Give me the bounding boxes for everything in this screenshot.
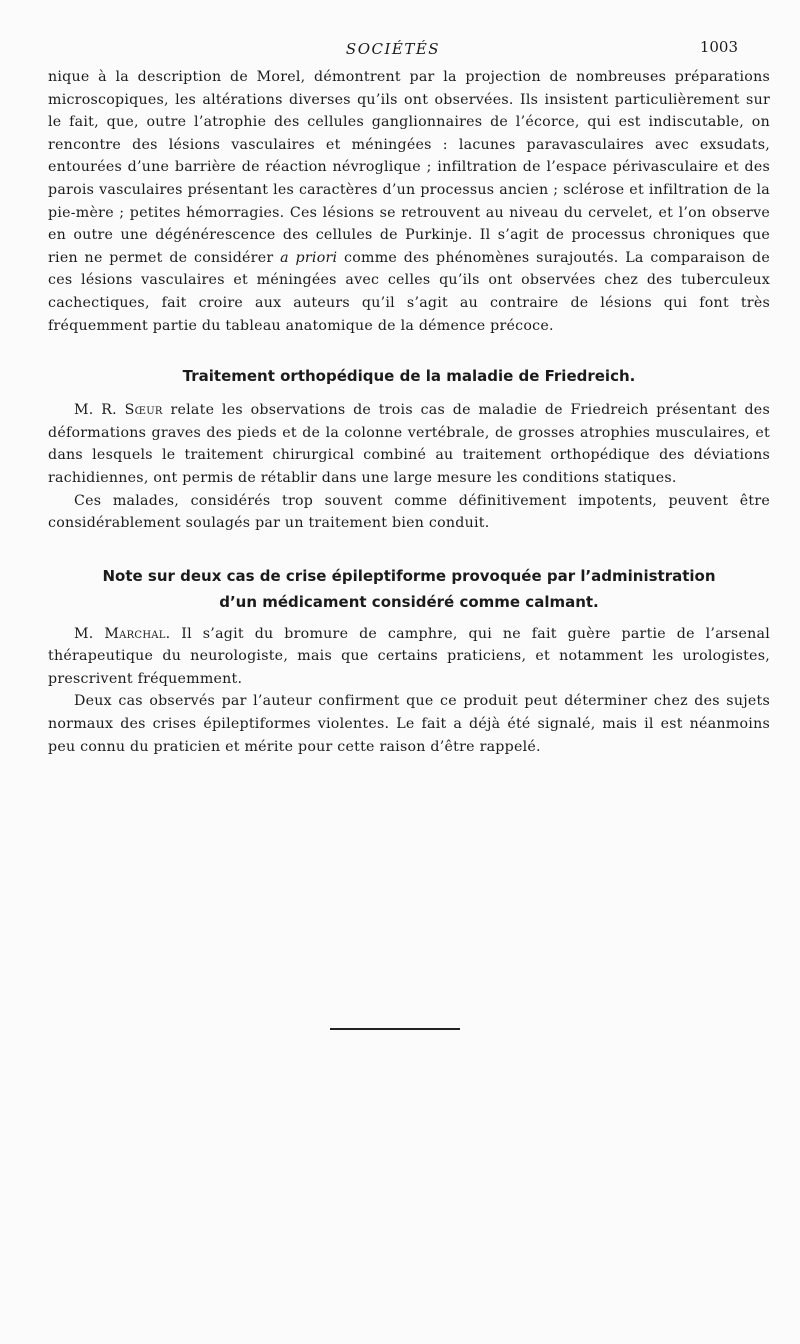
intro-paragraph bbox=[48, 66, 770, 337]
note-heading-line-1: Note sur deux cas de crise épileptiforme provoquée par l’administration bbox=[102, 566, 716, 585]
note-heading-line-2: d’un médicament considéré comme calmant. bbox=[219, 592, 599, 611]
running-head-title: SOCIÉTÉS bbox=[345, 40, 441, 58]
intro-text-end: comme des phénomènes surajoutés. La comparaison de ces lésions vasculaires et méningées avec celles qu’ils ont observées chez des tuberculeux cachectiques, fait croire aux auteurs qu’il s’agit au contraire de lésions qui font très fréquemment partie du tableau anatomique de la démence précoce. bbox=[48, 249, 770, 334]
note-paragraph-2: Deux cas observés par l’auteur confirment que ce produit peut déterminer chez des sujets normaux des crises épileptiformes violentes. Le fait a déjà été signalé, mais il est néanmoins peu connu du praticien et mérite pour cette raison d’être rappelé. bbox=[48, 693, 770, 755]
running-head bbox=[48, 38, 738, 60]
intro-text: nique à la description de Morel, démontrent par la projection de nombreuses préparations microscopiques, les altérations diverses qu’ils ont observées. Ils insistent particulièrement sur le fait, que, outre l’atrophie des cellules ganglionnaires de l’écorce, qui est indiscutable, on rencontre des lésions vasculaires et méningées : lacunes paravasculaires avec exsudats, entourées d’une barrière de réaction névroglique ; infiltration de l’espace périvasculaire et des parois vasculaires présentant les caractères d’un processus ancien ; sclérose et infiltration de la pie-mère ; petites hémorragies. Ces lésions se retrouvent au niveau du cervelet, et l’on observe en outre une dégénérescence des cellules de Purkinje. Il s’agit de processus chroniques que rien ne permet de considérer bbox=[48, 69, 770, 266]
friedreich-paragraph-2: Ces malades, considérés trop souvent comme définitivement impotents, peuvent être considérablement soulagés par un traitement bien conduit. bbox=[48, 492, 770, 532]
page-number: 1003 bbox=[699, 38, 738, 56]
note-text-1: Il s’agit du bromure de camphre, qui ne fait guère partie de l’arsenal thérapeutique du neurologiste, mais que certains praticiens, et notamment les urologistes, prescrivent fréquemment. bbox=[48, 625, 770, 687]
section-heading-friedreich: Traitement orthopédique de la maladie de Friedreich. bbox=[182, 367, 636, 386]
friedreich-text-1: relate les observations de trois cas de maladie de Friedreich présentant des déformations graves des pieds et de la colonne vertébrale, de grosses atrophies musculaires, et dans lesquels le traitement chirurgical combiné au traitement orthopédique des déviations rachidiennes, ont permis de rétablir dans une large mesure les conditions statiques. bbox=[48, 402, 770, 486]
note-paragraph-1 bbox=[48, 623, 770, 691]
section-heading-note bbox=[48, 563, 770, 615]
friedreich-paragraph-1 bbox=[48, 399, 770, 489]
body-text bbox=[48, 66, 770, 758]
note-author: M. Marchal. bbox=[74, 625, 171, 642]
intro-italic-phrase: a priori bbox=[280, 249, 338, 266]
end-rule bbox=[330, 1028, 460, 1030]
friedreich-author: M. R. Sœur bbox=[74, 402, 163, 419]
